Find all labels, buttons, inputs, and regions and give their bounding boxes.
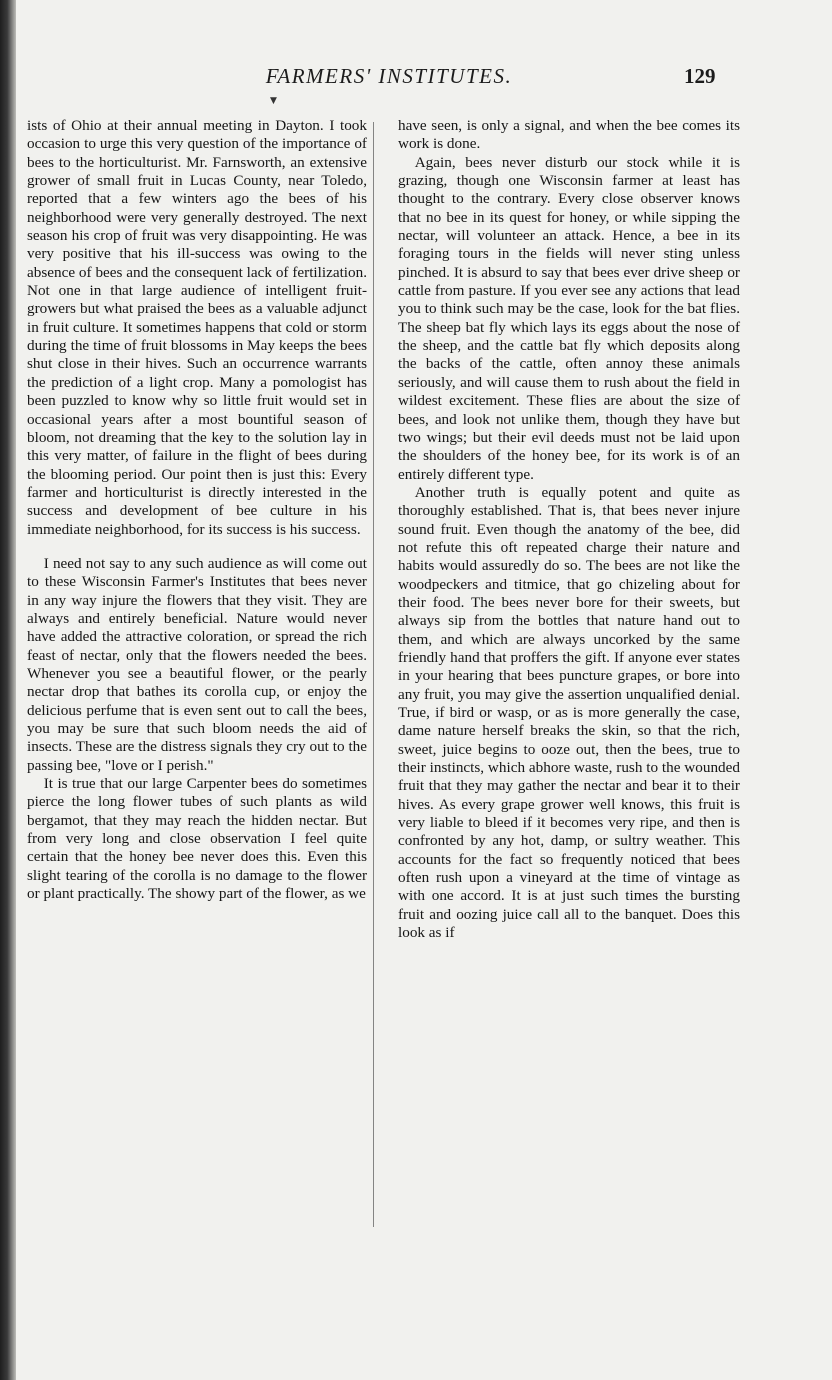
paragraph: have seen, is only a signal, and when the bee comes its work is done. xyxy=(398,117,740,153)
paragraph: ists of Ohio at their annual meeting in Dayton. I took occasion to urge this very question of the importance of bees to the horticulturist. Mr. Farnsworth, an extensive grower of small fruit in Lucas County, near Toledo, reported that a few winters ago the bees of his neighborhood were very generally destroyed. The next season his crop of fruit was very disappointing. He was very positive that his ill-success was owing to the absence of bees and the consequent lack of fertilization. Not one in that large audience of intelligent fruit-growers but what praised the bees as a valuable adjunct in fruit culture. It sometimes happens that cold or storm during the time of fruit blossoms in May keeps the bees shut close in their hives. Such an occurrence warrants the prediction of a light crop. Many a pomologist has been puzzled to know why so little fruit would set in occasional years after a most bountiful season of bloom, not dreaming that the key to the solution lay in this very matter, of failure in the flight of bees during the blooming period. Our point then is just this: Every farmer and horticulturist is directly interested in the success and development of bee culture in his immediate neighborhood, for its success is his success. xyxy=(27,117,367,538)
page-binding-edge xyxy=(0,0,16,1380)
page-header xyxy=(16,64,832,94)
running-title: FARMERS' INSTITUTES. xyxy=(265,64,513,88)
right-text-column xyxy=(398,117,740,942)
paragraph: It is true that our large Carpenter bees do sometimes pierce the long flower tubes of such plants as wild bergamot, that they may reach the hidden nectar. But from very long and close observation I feel quite certain that the honey bee never does this. Even this slight tearing of the corolla is no damage to the flower or plant practically. The showy part of the flower, as we xyxy=(27,775,367,903)
book-page xyxy=(16,0,832,1380)
header-ornament-icon: ▼ xyxy=(270,96,277,106)
page-number: 129 xyxy=(684,64,716,88)
column-divider xyxy=(373,122,374,1227)
left-text-column xyxy=(27,117,367,903)
paragraph: Again, bees never disturb our stock while it is grazing, though one Wisconsin farmer at least has thought to the contrary. Every close observer knows that no bee in its quest for honey, or while sipping the nectar, will volunteer an attack. Hence, a bee in its foraging tours in the fields will never sting unless pinched. It is absurd to say that bees ever drive sheep or cattle from pasture. If you ever see any actions that lead you to think such may be the case, look for the bat flies. The sheep bat fly which lays its eggs about the nose of the sheep, and the cattle bat fly which deposits along the backs of the cattle, often annoy these animals seriously, and will cause them to rush about the field in wildest excitement. These flies are about the size of bees, and look not unlike them, though they have but two wings; but their evil deeds must not be laid upon the shoulders of the honey bee, for its work is of an entirely different type. xyxy=(398,153,740,483)
paragraph: I need not say to any such audience as will come out to these Wisconsin Farmer's Institutes that bees never in any way injure the flowers that they visit. They are always and entirely beneficial. Nature would never have added the attractive coloration, or spread the rich feast of nectar, only that the flowers needed the bees. Whenever you see a beautiful flower, or the pearly nectar drop that bathes its corolla cup, or enjoy the delicious perfume that is even sent out to call the bees, you may be sure that such bloom needs the aid of insects. These are the distress signals they cry out to the passing bee, "love or I perish." xyxy=(27,554,367,774)
paragraph: Another truth is equally potent and quite as thoroughly established. That is, that bees never injure sound fruit. Even though the anatomy of the bee, did not refute this oft repeated charge their nature and habits would assuredly do so. The bees are not like the woodpeckers and titmice, that go chizeling about for their food. The bees never bore for their sweets, but always sip from the bottles that nature hand out to them, and which are always uncorked by the same friendly hand that proffers the gift. If anyone ever states in your hearing that bees puncture grapes, or bore into any fruit, you may give the assertion unqualified denial. True, if bird or wasp, or as is more generally the case, dame nature herself breaks the skin, so that the rich, sweet, juice begins to ooze out, then the bees, true to their instincts, which abhore waste, rush to the wounded fruit that they may gather the nectar and bear it to their hives. As every grape grower well knows, this fruit is very liable to bleed if it becomes very ripe, and then is confronted by any hot, damp, or sultry weather. This accounts for the fact so frequently noticed that bees often rush upon a vineyard at the time of vintage as with one accord. It is at just such times the bursting fruit and oozing juice call all to the banquet. Does this look as if xyxy=(398,483,740,942)
